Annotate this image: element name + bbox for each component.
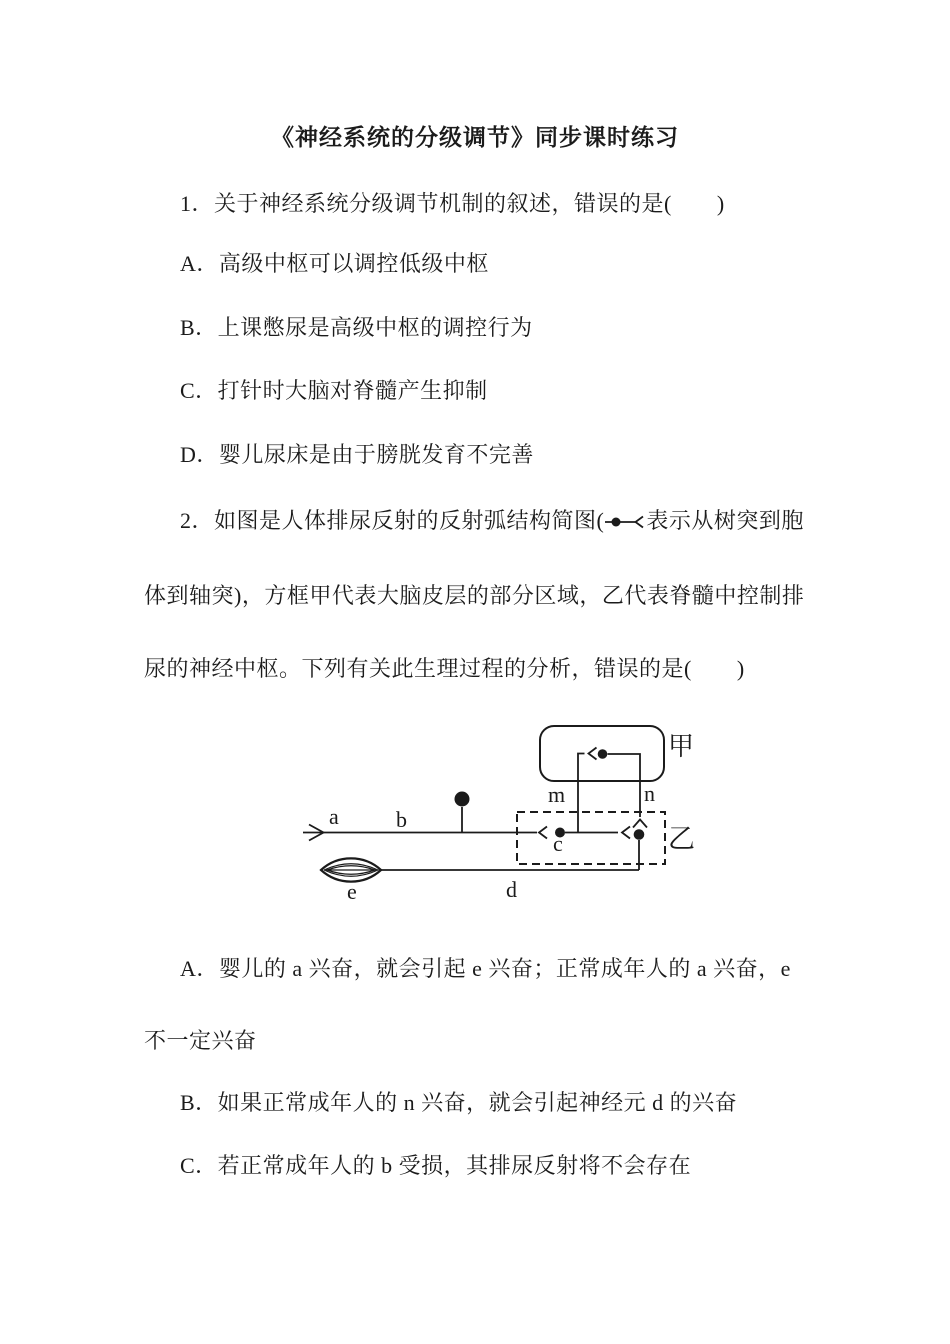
reflex-arc-diagram [290,710,710,910]
descending-axon-n [608,754,641,817]
synapse-fork-n-icon [633,820,647,828]
question-1-option-c: C．打针时大脑对脊髓产生抑制 [180,378,488,403]
question-2-option-b: B．如果正常成年人的 n 兴奋，就会引起神经元 d 的兴奋 [180,1090,738,1115]
question-2-option-a-line1: A．婴儿的 a 兴奋，就会引起 e 兴奋；正常成年人的 a 兴奋，e [180,956,791,981]
question-2-stem-line1 [180,508,804,534]
diagram-label-e: e [347,879,357,904]
question-2-stem-line3: 尿的神经中枢。下列有关此生理过程的分析，错误的是( ) [144,656,745,681]
question-2-option-a-line2: 不一定兴奋 [144,1028,257,1053]
diagram-label-m: m [548,782,566,807]
page-title: 《神经系统的分级调节》同步课时练习 [271,125,679,150]
synapse-fork-motor-icon [622,827,630,839]
diagram-label-b: b [396,807,407,832]
motor-soma [634,829,645,840]
question-1-option-a: A．高级中枢可以调控低级中枢 [180,251,489,276]
synapse-fork-c-icon [539,827,547,839]
question-2-option-c: C．若正常成年人的 b 受损，其排尿反射将不会存在 [180,1153,692,1178]
question-1-stem: 1．关于神经系统分级调节机制的叙述，错误的是( ) [180,191,725,216]
ascending-axon-m [578,754,585,833]
diagram-label-a: a [329,804,339,829]
question-2-stem-line2: 体到轴突)，方框甲代表大脑皮层的部分区域，乙代表脊髓中控制排 [144,583,805,608]
question-2-stem-line1-pre: 2．如图是人体排尿反射的反射弧结构简图( [180,508,605,533]
question-2-stem-line1-post: 表示从树突到胞 [646,508,804,533]
sensory-soma [455,792,470,807]
diagram-label-yi: 乙 [668,824,695,854]
question-1-option-b: B．上课憋尿是高级中枢的调控行为 [180,315,533,340]
neuron-dendrite-soma-axon-symbol [605,514,645,530]
diagram-label-jia: 甲 [668,732,695,761]
cortical-soma [598,749,608,759]
question-1-option-d: D．婴儿尿床是由于膀胱发育不完善 [180,442,534,467]
diagram-label-c: c [553,831,563,856]
diagram-label-d: d [506,877,517,902]
diagram-label-n: n [644,781,655,806]
synapse-fork-cortex-icon [589,748,597,760]
